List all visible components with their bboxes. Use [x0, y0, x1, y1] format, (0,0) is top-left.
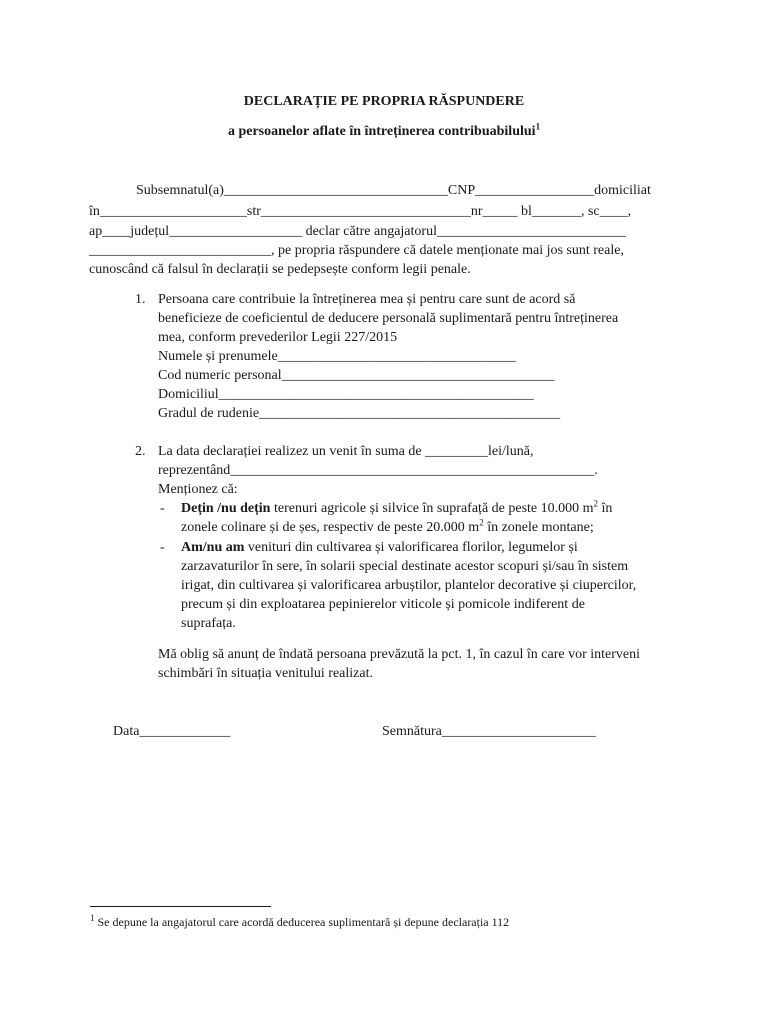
- bullet-text: suprafața.: [181, 616, 236, 631]
- intro-line: ap____județul___________________ declar către angajatorul___________________________: [89, 224, 626, 239]
- bullet-part: în: [598, 501, 613, 516]
- date-field: Data_____________: [113, 724, 231, 739]
- representing-line: reprezentând____________________________________________________.: [158, 463, 598, 478]
- footnote-text: Se depune la angajatorul care acordă deducerea suplimentară și depune declarația 112: [94, 915, 510, 929]
- item-text: Persoana care contribuie la întreținerea mea și pentru care sunt de acord să: [158, 292, 576, 307]
- intro-line: în_____________________str______________________________nr_____ bl_______, sc____,: [89, 204, 632, 219]
- intro-line: Subsemnatul(a)________________________________CNP_________________domiciliat: [136, 183, 651, 198]
- footnote-separator: [90, 906, 271, 907]
- item-text: mea, conform prevederilor Legii 227/2015: [158, 330, 398, 345]
- name-field: Numele și prenumele__________________________________: [158, 349, 516, 364]
- page-title: DECLARAȚIE PE PROPRIA RĂSPUNDERE: [243, 94, 525, 109]
- bullet-bold: Am/nu am: [181, 540, 245, 555]
- footnote-ref: 1: [535, 121, 541, 132]
- mention-line: Menționez că:: [158, 482, 238, 497]
- footnote: [90, 915, 509, 930]
- bullet-text: irigat, din cultivarea și valorificarea arbuștilor, plantelor decorative și ciupercilor,: [181, 578, 637, 593]
- bullet-text: [181, 540, 578, 556]
- income-line: La data declarației realizez un venit în suma de _________lei/lună,: [158, 444, 534, 459]
- page-subtitle: [0, 121, 768, 140]
- bullet-text: zarzavaturilor în sere, în solarii special destinate acestor scopuri și/sau în sistem: [181, 559, 629, 574]
- bullet-part: în zonele montane;: [483, 520, 594, 535]
- bullet-text: [181, 517, 594, 536]
- bullet-text: precum și din exploatarea pepinierelor viticole și pomicole indiferent de: [181, 597, 585, 612]
- item-text: beneficieze de coeficientul de deducere personală suplimentară pentru întreținerea: [158, 311, 619, 326]
- commitment-line: Mă oblig să anunț de îndată persoana prevăzută la pct. 1, în cazul în care vor interveni: [158, 647, 641, 662]
- bullet-part: zonele colinare și de șes, respectiv de peste 20.000 m: [181, 520, 480, 535]
- bullet-bold: Dețin /nu dețin: [181, 501, 271, 516]
- bullet-part: terenuri agricole și silvice în suprafață de peste 10.000 m: [270, 501, 594, 516]
- footnote-mark: 1: [90, 913, 95, 923]
- intro-line: cunoscând că falsul în declarații se pedepsește conform legii penale.: [89, 262, 471, 277]
- superscript: 2: [593, 498, 599, 509]
- bullet-dash: -: [160, 540, 165, 555]
- superscript: 2: [479, 517, 484, 528]
- bullet-text: [181, 498, 613, 517]
- item-number: 1.: [135, 292, 146, 307]
- kinship-field: Gradul de rudenie___________________________________________: [158, 406, 561, 421]
- address-field: Domiciliul_____________________________________________: [158, 387, 534, 402]
- intro-line: __________________________, pe propria răspundere că datele menționate mai jos sunt reale,: [89, 243, 624, 258]
- bullet-dash: -: [160, 501, 165, 516]
- bullet-part: venituri din cultivarea și valorificarea florilor, legumelor și: [244, 540, 578, 555]
- item-number: 2.: [135, 444, 146, 459]
- commitment-line: schimbări în situația venitului realizat.: [158, 666, 373, 681]
- cnp-field: Cod numeric personal_______________________________________: [158, 368, 555, 383]
- subtitle-text: a persoanelor aflate în întreținerea contribuabilului: [227, 124, 536, 139]
- signature-field: Semnătura______________________: [382, 724, 596, 739]
